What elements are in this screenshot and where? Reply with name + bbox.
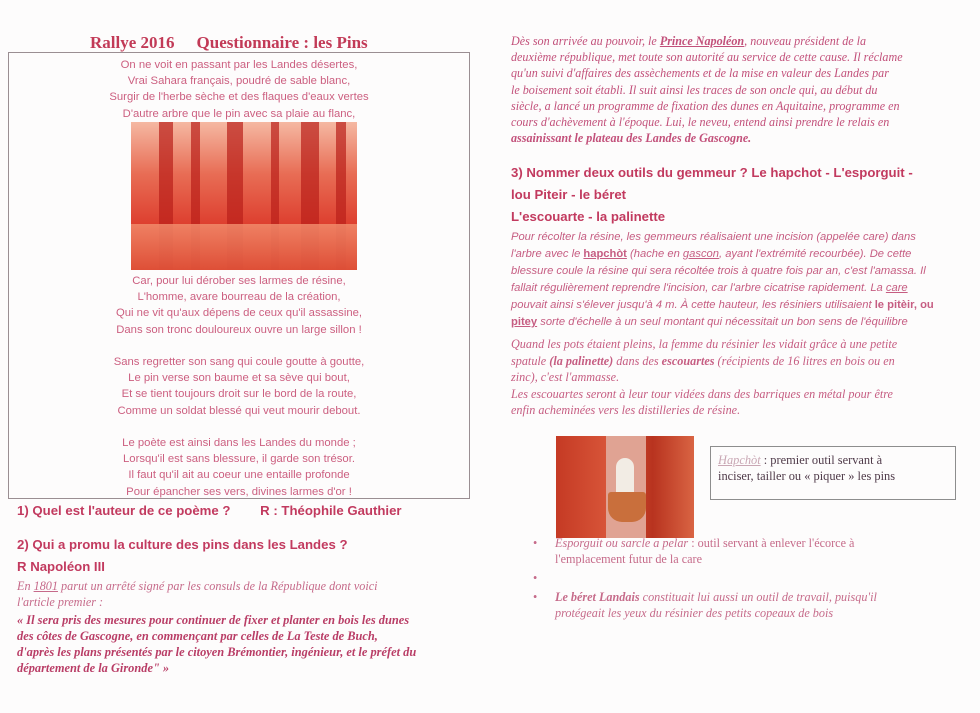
pitey-link[interactable]: pitey	[511, 316, 538, 328]
napoleon-paragraph: Dès son arrivée au pouvoir, le Prince Napoléon, nouveau président de la deuxième république, met toute son autorité au service de cette cause. Il réclame qu'un suivi d'affaires des assèchements et de la mise en valeur des Landes par le boisement soit établi. Il suit ainsi les traces de son oncle qui, au début du siècle, a lancé un programme de fixation des dunes en Aquitaine, programme en cours d'achèvement à l'époque. Lui, le neveu, entend ainsi prendre le relais en assainissant le plateau des Landes de Gascogne.	[511, 34, 903, 146]
resin-tapping-photo	[556, 436, 694, 538]
poem-line: Il faut qu'il ait au coeur une entaille profonde	[128, 469, 350, 482]
quote-line: département de la Gironde" »	[17, 661, 170, 675]
question-3-line-1: 3) Nommer deux outils du gemmeur ? Le hapchot - L'esporguit -	[511, 165, 913, 180]
poem-line: On ne voit en passant par les Landes désertes,	[120, 59, 358, 71]
poem-line: Pour épancher ses vers, divines larmes d'or !	[126, 485, 352, 498]
arrete-quote	[17, 612, 416, 676]
poem-stanza-1	[8, 57, 470, 122]
poem-line: Sans regretter son sang qui coule goutte à goutte,	[113, 356, 365, 368]
poem-stanza-3	[8, 354, 470, 419]
poem-line: Qui ne vit qu'aux dépens de ceux qu'il assassine,	[115, 307, 363, 320]
resin-paragraph: Pour récolter la résine, les gemmeurs réalisaient une incision (appelée care) dans l'arbre avec le hapchòt (hache en gascon, ayant l'extrémité recourbée). De cette blessure coule la résine qui sera récoltée trois à quatre fois par an, c'est l'amassa. Il fallait régulièrement reprendre l'incision, car l'arbre cicatrise rapidement. La care pouvait ainsi s'élever jusqu'à 4 m. À cette hauteur, les résiniers utilisaient le pitèir, ou pitey sorte d'échelle à un seul montant qui nécessitait un bon sens de l'équilibre	[511, 231, 934, 328]
poem-line: Comme un soldat blessé qui veut mourir debout.	[117, 404, 361, 417]
poem-line: Car, pour lui dérober ses larmes de résine,	[132, 275, 346, 287]
poem-line: Et se tient toujours droit sur le bord de la route,	[121, 388, 357, 401]
question-3-line-3: L'escouarte - la palinette	[511, 209, 666, 224]
poem-stanza-4	[8, 435, 470, 500]
pine-forest-photo	[131, 122, 357, 270]
palinette-paragraph: Quand les pots étaient pleins, la femme du résinier les vidait grâce à une petite spatule (la palinette) dans des escouartes (récipients de 16 litres en bois ou en zinc), c'est l'ammasse. Les escouartes seront à leur tour vidées dans des barriques en métal pour être enfin acheminées vers les distilleries de résine.	[511, 337, 898, 417]
question-1	[17, 503, 402, 518]
question-2-text: 2) Qui a promu la culture des pins dans les Landes ?	[17, 537, 348, 552]
poem-line: Vrai Sahara français, poudré de sable blanc,	[127, 75, 351, 88]
hapchot-link[interactable]: hapchòt	[583, 248, 627, 260]
rallye-title: Rallye 2016	[90, 33, 175, 52]
poem-line: Le pin verse son baume et sa sève qui bout,	[128, 372, 350, 385]
year-1801: 1801	[33, 579, 58, 593]
question-3-line-2: lou Piteir - le béret	[511, 187, 627, 202]
questionnaire-title: Questionnaire : les Pins	[196, 33, 368, 52]
arrete-intro: En 1801 parut un arrêté signé par les consuls de la République dont voici l'article premier :	[17, 579, 378, 609]
poem-line: Dans son tronc douloureux ouvre un large sillon !	[116, 323, 362, 336]
poem-line: D'autre arbre que le pin avec sa plaie au flanc,	[122, 107, 356, 120]
list-item: • Esporguit ou sarcle a pelar : outil servant à enlever l'écorce à l'emplacement futur de la care	[531, 535, 951, 567]
page-title	[90, 33, 368, 53]
care-link[interactable]: care	[885, 282, 908, 294]
list-item	[531, 570, 951, 586]
tools-bullet-list	[531, 535, 951, 624]
question-2-answer: R Napoléon III	[17, 559, 105, 574]
poem-line: Surgir de l'herbe sèche et des flaques d'eaux vertes	[109, 91, 369, 104]
hapchot-term: Hapchòt	[718, 453, 761, 467]
question-1-text: 1) Quel est l'auteur de ce poème ?	[17, 503, 231, 518]
quote-line: « Il sera pris des mesures pour continuer de fixer et planter en bois les dunes	[17, 613, 410, 627]
gascon-link[interactable]: gascon	[682, 248, 719, 260]
hapchot-definition-box: Hapchòt : premier outil servant à inciser, tailler ou « piquer » les pins	[710, 446, 956, 500]
list-item: • Le béret Landais constituait lui aussi un outil de travail, puisqu'il protégeait les yeux du résinier des petits copeaux de bois	[531, 589, 951, 621]
quote-line: d'après les plans présentés par le citoyen Brémontier, ingénieur, et le préfet du	[17, 645, 417, 659]
quote-line: des côtes de Gascogne, en commençant par celles de La Teste de Buch,	[17, 629, 378, 643]
poem-line: Le poète est ainsi dans les Landes du monde ;	[122, 437, 356, 449]
question-1-answer: R : Théophile Gauthier	[260, 503, 402, 518]
prince-napoleon-link[interactable]: Prince Napoléon	[659, 34, 745, 48]
poem-stanza-2	[8, 273, 470, 338]
poem-line: Lorsqu'il est sans blessure, il garde son trésor.	[123, 453, 355, 466]
poem-line: L'homme, avare bourreau de la création,	[137, 291, 341, 304]
piteir-link[interactable]: le pitèir, ou	[874, 299, 934, 311]
